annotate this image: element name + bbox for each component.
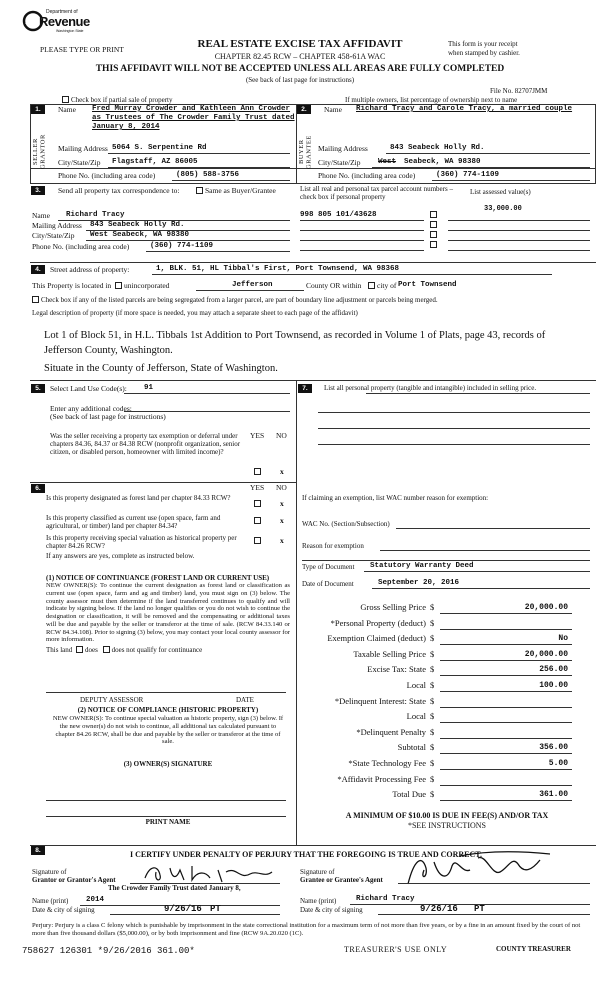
segregated-row [32,296,438,304]
tax-row-dollar: $ [430,711,435,722]
sec6-no-header: NO [276,483,287,492]
seller-city: Flagstaff, AZ 86005 [112,158,198,166]
seller-mailing-label: Mailing Address [58,144,108,153]
buyer-city: Seabeck, WA 98380 [404,158,481,166]
does-checkbox[interactable] [76,646,83,653]
tax-row [298,712,594,726]
grantor-trust-name: The Crowder Family Trust dated January 8, [108,884,241,892]
treasurers-use-only: TREASURER'S USE ONLY [344,945,448,954]
grantee-city: PT [474,904,485,914]
grantee-date-label: Date & city of signing [300,906,363,914]
tax-row [298,728,594,742]
grantor-signature-label-1: Signature of [32,868,67,876]
tax-row [298,790,594,804]
minimum-due-note: A MINIMUM OF $10.00 IS DUE IN FEE(S) AND/OR TAX [345,811,549,820]
exemption-no-mark: x [280,467,284,476]
buyer-phone-label: Phone No. (including area code) [318,171,416,180]
tax-row-label: Exemption Claimed (deduct) [327,633,426,644]
correspondence-phone: (360) 774-1109 [150,242,214,250]
section-7-number: 7. [298,384,312,393]
buyer-phone: (360) 774-1109 [436,171,500,179]
parcel-number: 998 805 101/43628 [300,211,377,219]
does-label: does [85,646,98,654]
personal-property-checkbox-4[interactable] [430,241,437,248]
tax-row [298,743,594,757]
tax-row-label: Local [406,680,426,690]
unincorporated-label: unincorporated [124,281,170,290]
wac-intro: If claiming an exemption, list WAC number reason for exemption: [302,494,489,502]
form-title: REAL ESTATE EXCISE TAX AFFIDAVIT [197,38,403,50]
section-2-number: 2. [297,105,311,114]
grantor-date-label: Date & city of signing [32,906,95,914]
seller-city-label: City/State/Zip [58,158,101,167]
located-label: This Property is located in [32,281,112,290]
fully-completed-warning: THIS AFFIDAVIT WILL NOT BE ACCEPTED UNLESS ALL AREAS ARE FULLY COMPLETED [95,64,505,74]
assessed-value: 33,000.00 [484,205,522,213]
notice-continuance-title: (1) NOTICE OF CONTINUANCE (FOREST LAND OR CURRENT USE) [46,574,270,582]
seller-name-3: January 8, 2014 [92,123,160,131]
see-instructions-note: *SEE INSTRUCTIONS [407,821,486,830]
tax-row-line [440,613,572,614]
current-use-question: Is this property classified as current use (open space, farm and agricultural, or timber) land per chapter 84.34? [46,514,221,531]
county-or-within-label: County OR within [306,281,362,290]
city-of-label: city of [377,281,397,290]
tax-row-line [440,800,572,801]
sec5-no-header: NO [276,431,287,440]
segregated-checkbox[interactable] [32,296,39,303]
seller-name-1: Fred Murray Crowder and Kathleen Ann Crowder [92,105,291,113]
tax-row [298,759,594,773]
tax-row [298,603,594,617]
doc-date-label: Date of Document [302,580,354,588]
seller-name-label: Name [58,105,76,114]
tax-row-label: Excise Tax: State [367,664,426,675]
send-correspondence-label: Send all property tax correspondence to: [58,186,180,195]
tax-row-value: 256.00 [539,665,568,675]
seller-name-2: as Trustees of The Crowder Family Trust dated [92,114,295,122]
tax-row-label: *Affidavit Processing Fee [337,773,426,784]
tax-row-dollar: $ [430,602,435,612]
grantor-date: 9/26/16 [164,904,202,914]
tax-row [298,634,594,648]
partial-sale-label: Check box if partial sale of property [71,96,173,104]
street-address: 1, BLK. 51, HL Tibbal's First, Port Townsend, WA 98368 [156,265,400,273]
tax-row [298,619,594,633]
dor-logo [22,8,92,48]
doc-type: Statutory Warranty Deed [370,562,474,570]
tax-row-dollar: $ [430,617,435,628]
tax-row-dollar: $ [430,773,435,784]
tax-row-line [440,738,572,739]
buyer-side-label: BUYER GRANTEE [298,135,313,169]
legal-description-2: Situate in the County of Jefferson, State of Washington. [44,363,278,374]
city-of-checkbox[interactable] [368,282,375,289]
partial-sale-checkbox[interactable] [62,96,69,103]
tax-row-dollar: $ [430,664,435,675]
tax-row-value: 20,000.00 [524,649,568,659]
correspondence-city: West Seabeck, WA 98380 [90,231,190,239]
doc-type-label: Type of Document [302,563,355,571]
grantor-city: PT [210,904,221,914]
street-address-label: Street address of property: [50,265,130,274]
tax-row-dollar: $ [430,633,435,644]
tax-row-dollar: $ [430,680,435,690]
this-land-label: This land [46,646,73,654]
county-name: Jefferson [232,281,273,289]
certify-statement: I CERTIFY UNDER PENALTY OF PERJURY THAT THE FOREGOING IS TRUE AND CORRECT. [130,850,483,859]
does-not-checkbox[interactable] [103,646,110,653]
legal-description-label: Legal description of property (if more space is needed, you may attach a separate sheet to each page of the affidavit) [32,309,358,317]
tax-row [298,681,594,695]
seller-mailing: 5064 S. Serpentine Rd [112,144,207,152]
current-use-yes-checkbox[interactable] [254,517,261,524]
grantee-name: Richard Tracy [356,895,415,903]
notice-continuance-body: NEW OWNER(S): To continue the current designation as forest land or classification as current use (open space, farm and ag and timber) land, you must sign on (3) below. The county assessor must then determine if the land transferred continues to qualify and will indicate by signing below. If the land no longer qualifies or you do not wish to continue the designation or classification, it will be removed and the compensating or additional taxes will be due and payable by the seller or transferor at the time of sale. (RCW 84.33.140 or RCW 84.34.108). Prior to signing (3) below, you may contact your local county assessor for more information. [46,582,290,644]
tax-row-label: Gross Selling Price [360,602,426,612]
same-as-buyer-row [196,187,276,196]
buyer-name: Richard Tracy and Carole Tracy, a married couple [356,105,573,113]
grantee-signature-label-1: Signature of [300,868,335,876]
tax-row-dollar: $ [430,695,435,706]
tax-row-label: *Delinquent Penalty [356,726,426,737]
file-number: File No. 82707JMM [490,87,548,95]
buyer-mailing-label: Mailing Address [318,144,368,153]
wac-label: WAC No. (Section/Subsection) [302,520,390,528]
buyer-mailing: 843 Seabeck Holly Rd. [390,144,485,152]
logo-state: Washington State [56,29,84,33]
doc-date: September 20, 2016 [378,579,460,587]
unincorporated-checkbox[interactable] [115,282,122,289]
tax-row-label: Local [406,711,426,722]
tax-row-value: 5.00 [548,759,568,768]
deputy-date-label: DATE [236,696,254,704]
exemption-reason-label: Reason for exemption [302,542,364,550]
land-use-label: Select Land Use Code(s): [50,384,127,393]
same-as-buyer-checkbox[interactable] [196,187,203,194]
tax-row-dollar: $ [430,789,435,800]
tax-row-value: 361.00 [539,790,568,800]
grantee-signature-label-2: Grantee or Grantee's Agent [300,876,383,884]
tax-row-value: No [558,634,568,644]
correspondence-mailing-label: Mailing Address [32,221,82,230]
seller-phone: (805) 588-3756 [176,171,240,179]
receipt-note-2: when stamped by cashier. [448,49,520,57]
historic-no-mark: x [280,536,284,545]
section-4-number: 4. [31,265,45,274]
section-1-number: 1. [31,105,45,114]
buyer-city-struck: West [378,158,397,166]
tax-row [298,650,594,664]
tax-row-line [440,660,572,661]
correspondence-mailing: 843 Seabeck Holly Rd. [90,221,185,229]
section-6-number: 6. [31,484,45,493]
tax-row-line [440,753,572,754]
tax-row-line [440,785,572,786]
same-as-buyer-label: Same as Buyer/Grantee [205,186,276,195]
buyer-city-label: City/State/Zip [318,158,361,167]
tax-row-label: *Delinquent Interest: State [334,695,426,706]
tax-row-label: *Personal Property (deduct) [330,617,426,628]
grantor-signature-label-2: Grantor or Grantor's Agent [32,876,116,884]
grantee-name-label: Name (print) [300,897,337,905]
tax-row-line [440,629,572,630]
owner-signature-label: (3) OWNER(S) SIGNATURE [123,760,213,768]
tax-row-value: 100.00 [539,681,568,690]
tax-row-line [440,707,572,708]
tax-row-line [440,675,572,676]
section-5-number: 5. [31,384,45,393]
instructions-note: (See back of last page for instructions) [245,76,355,84]
tax-row-label: Total Due [392,789,426,800]
tax-row-label: *State Technology Fee [348,758,426,768]
historic-yes-checkbox[interactable] [254,537,261,544]
perjury-notice: Perjury: Perjury is a class C felony which is punishable by imprisonment in the state correctional institution for a maximum term of not more than five years, or by a fine in an amount fixed by the court of not more than five thousand dollars ($5,000.00), or by both imprisonment and fine (RCW 9A.20.020 (1C). [32,922,581,937]
form-subtitle: CHAPTER 82.45 RCW – CHAPTER 458-61A WAC [214,52,386,61]
tax-row [298,697,594,711]
city-of-row [368,282,396,291]
grantee-signature [400,850,560,890]
correspondence-city-label: City/State/Zip [32,231,75,240]
tax-row-value: 20,000.00 [524,603,568,612]
exemption-yes-checkbox[interactable] [254,468,261,475]
correspondence-name: Richard Tracy [66,211,125,219]
city-name: Port Townsend [398,281,457,289]
please-type: PLEASE TYPE OR PRINT [40,45,124,54]
logo-word: Revenue [39,14,90,29]
tax-row [298,775,594,789]
forest-yes-checkbox[interactable] [254,500,261,507]
forest-no-mark: x [280,499,284,508]
section-8-number: 8. [31,846,45,855]
sec5-yes-header: YES [250,431,265,440]
multiple-owners-note: If multiple owners, list percentage of ownership next to name [345,96,518,104]
notice-compliance-title: (2) NOTICE OF COMPLIANCE (HISTORIC PROPERTY) [77,706,259,714]
personal-property-checkbox-3[interactable] [430,231,437,238]
tax-row-dollar: $ [430,742,435,753]
seller-phone-label: Phone No. (including area code) [58,171,156,180]
additional-codes-note: (See back of last page for instructions) [50,412,166,421]
assessed-header: List assessed value(s) [470,188,531,196]
logo-dept: Department of [46,9,78,15]
correspondence-name-label: Name [32,211,50,220]
tax-row-line [440,691,572,692]
located-row [32,282,169,291]
tax-row-dollar: $ [430,758,435,768]
print-name-label: PRINT NAME [145,818,191,826]
grantee-date: 9/26/16 [420,904,458,914]
county-treasurer-label: COUNTY TREASURER [496,945,571,953]
parcel-header: List all real and personal tax parcel account numbers – check box if personal property [300,185,453,202]
tax-row-dollar: $ [430,648,435,659]
additional-codes-label: Enter any additional codes: [50,404,132,413]
qualify-row [46,646,202,654]
land-use-code: 91 [144,384,154,392]
tax-row-line [440,722,572,723]
deputy-assessor-label: DEPUTY ASSESSOR [80,696,144,704]
buyer-name-label: Name [324,105,342,114]
tax-row-label: Subtotal [397,742,426,753]
grantor-name: 2014 [86,896,105,904]
seller-side-label: SELLER GRANTOR [32,134,47,170]
tax-row [298,665,594,679]
sec6-yes-header: YES [250,483,265,492]
personal-property-checkbox-2[interactable] [430,221,437,228]
current-use-no-mark: x [280,516,284,525]
tax-row-value: 356.00 [539,743,568,753]
forest-land-question: Is this property designated as forest land per chapter 84.33 RCW? [46,494,231,502]
personal-property-checkbox-1[interactable] [430,211,437,218]
tax-row-line [440,769,572,770]
partial-sale-row [62,96,172,104]
if-yes-note: If any answers are yes, complete as instructed below. [46,552,195,560]
notice-compliance-body: NEW OWNER(S): To continue special valuation as historic property, sign (3) below. If the new owner(s) do not wish to continue, all additional tax calculated pursuant to chapter 84.26 RCW, shall be due and payable by the seller or transferor at the time of sale. [52,715,284,746]
section-3-number: 3. [31,186,45,195]
personal-property-label: List all personal property (tangible and intangible) included in selling price. [324,384,537,392]
does-not-label: does not qualify for continuance [111,646,203,654]
exemption-question: Was the seller receiving a property tax exemption or deferral under chapters 84.36, 84.37 or 84.38 RCW (nonprofit organization, senior citizen, or disabled person, homeowner with limited income)? [50,432,241,457]
grantor-name-label: Name (print) [32,897,69,905]
tax-row-dollar: $ [430,726,435,737]
tax-row-label: Taxable Selling Price [353,648,426,659]
treasurer-stamp: 758627 126301 *9/26/2016 361.00* [22,946,195,956]
correspondence-phone-label: Phone No. (including area code) [32,242,130,251]
tax-row-line [440,644,572,645]
segregated-label: Check box if any of the listed parcels are being segregated from a larger parcel, are part of boundary line adjustment or parcels being merged. [41,296,438,304]
receipt-note-1: This form is your receipt [448,40,518,48]
legal-description-1: Lot 1 of Block 51, in H.L. Tibbals 1st Addition to Port Townsend, as recorded in Volume 1 of Plats, page 43, records of Jefferson County, Washington. [44,330,546,357]
historic-question: Is this property receiving special valuation as historical property per chapter 84.26 RCW? [46,534,237,551]
